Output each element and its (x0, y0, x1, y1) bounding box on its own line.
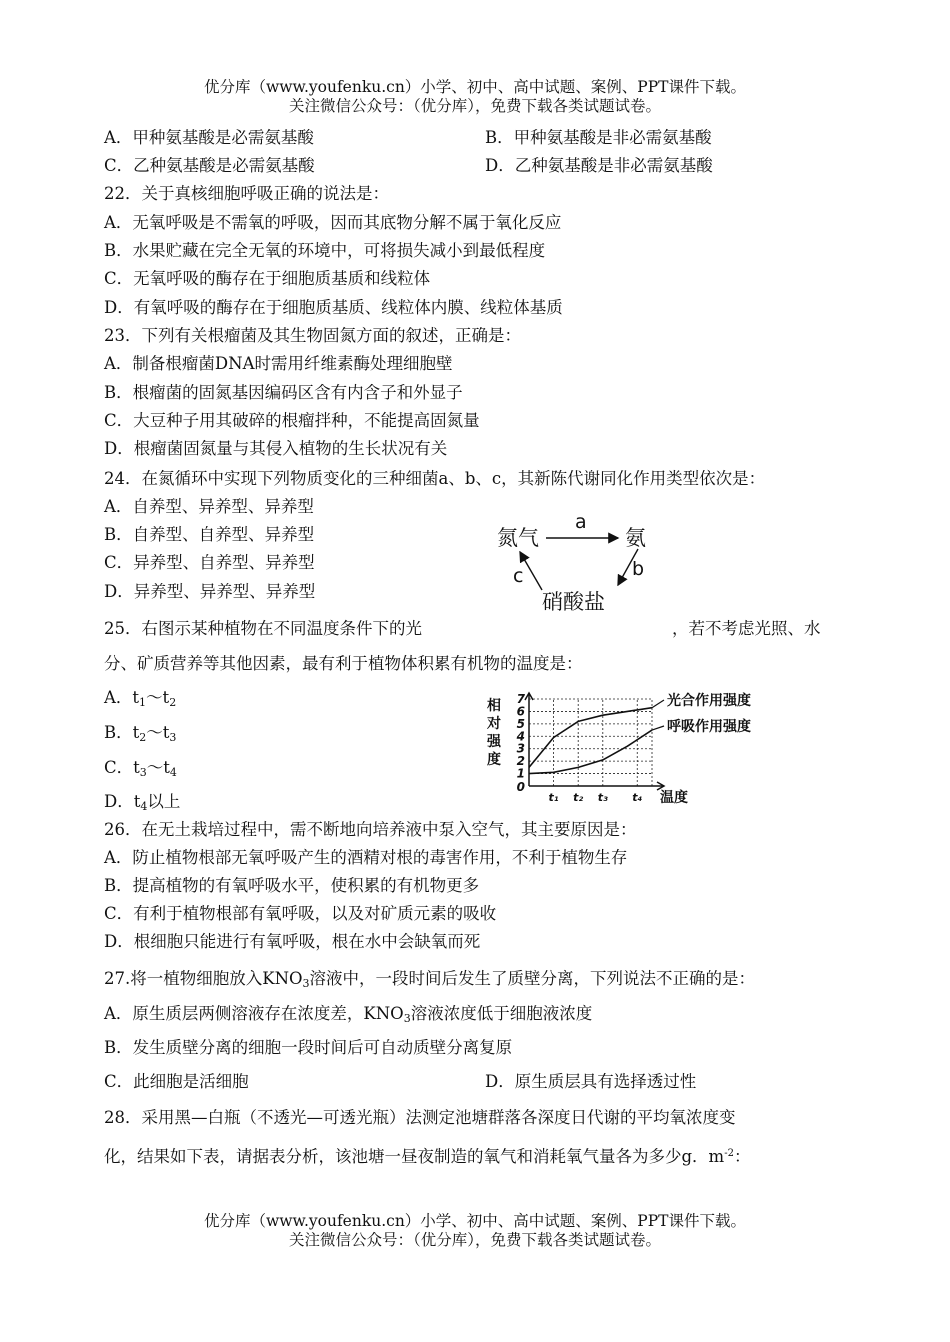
legend-label: 呼吸作用强度 (667, 719, 751, 735)
arrow-c-label: c (513, 565, 524, 587)
q22-option-a: A．无氧呼吸是不需氧的呼吸，因而其底物分解不属于氧化反应 (104, 213, 562, 232)
q26-option-c: C．有利于植物根部有氧呼吸，以及对矿质元素的吸收 (104, 904, 497, 923)
q25-option-b: B．$t_2\sim t_3$ (104, 723, 177, 744)
q21-option-a: A．甲种氨基酸是必需氨基酸 (104, 128, 314, 147)
y-tick-label: 1 (516, 766, 525, 781)
q23-option-d: D．根瘤菌固氮量与其侵入植物的生长状况有关 (104, 439, 448, 458)
q27-option-a: A．原生质层两侧溶液存在浓度差，$KNO_3$溶液浓度低于细胞液浓度 (104, 1004, 593, 1025)
q24-option-b: B．自养型、自养型、异养型 (104, 525, 315, 544)
q23-option-b: B．根瘤菌的固氮基因编码区含有内含子和外显子 (104, 383, 463, 402)
origin-label: 0 (516, 780, 525, 794)
q26-stem: 26．在无土栽培过程中，需不断地向培养液中泵入空气，其主要原因是： (104, 820, 637, 839)
page-footer-line-2: 关注微信公众号：（优分库），免费下载各类试题试卷。 (288, 1231, 661, 1249)
page-header-line-1: 优分库（www.youfenku.cn）小学、初中、高中试题、案例、PPT课件下载。 (203, 78, 747, 96)
y-axis-label: 相 (487, 698, 501, 714)
q27-option-b: B．发生质壁分离的细胞一段时间后可自动质壁分离复原 (104, 1038, 513, 1057)
q23-option-a: A．制备根瘤菌DNA时需用纤维素酶处理细胞壁 (104, 354, 453, 373)
q25-option-d: D．$t_4$以上 (104, 792, 181, 813)
q25-stem-start: 25．右图示某种植物在不同温度条件下的光 (104, 619, 422, 638)
q26-option-d: D．根细胞只能进行有氧呼吸，根在水中会缺氧而死 (104, 932, 481, 951)
q24-stem: 24．在氮循环中实现下列物质变化的三种细菌a、b、c，其新陈代谢同化作用类型依次是： (104, 469, 766, 488)
y-tick-label: 4 (516, 729, 525, 744)
nh3-label: 氨 (625, 526, 646, 550)
y-tick-label: 6 (516, 704, 525, 719)
q27-option-d: D．原生质层具有选择透过性 (485, 1072, 697, 1091)
q27-stem: 27.将一植物细胞放入$KNO_3$溶液中，一段时间后发生了质壁分离，下列说法不正确的是： (104, 969, 756, 990)
q22-option-b: B．水果贮藏在完全无氧的环境中，可将损失减小到最低程度 (104, 241, 546, 260)
q28-stem-line-2: 化，结果如下表，请据表分析，该池塘一昼夜制造的氧气和消耗氧气量各为多少g．$m^{-2}$： (104, 1147, 751, 1166)
q27-option-c: C．此细胞是活细胞 (104, 1072, 249, 1091)
nitrogen-cycle-diagram (490, 505, 670, 620)
x-tick-label: t₁ (548, 791, 559, 804)
y-tick-label: 2 (516, 754, 525, 769)
photosynthesis-respiration-chart (482, 685, 772, 810)
arrow-b-label: b (632, 558, 645, 580)
q22-option-c: C．无氧呼吸的酶存在于细胞质基质和线粒体 (104, 269, 431, 288)
page-header-line-2: 关注微信公众号：（优分库），免费下载各类试题试卷。 (288, 97, 661, 115)
y-axis-label: 对 (487, 716, 501, 732)
y-tick-label: 7 (516, 692, 525, 706)
q25-stem-line-2: 分、矿质营养等其他因素，最有利于植物体积累有机物的温度是： (104, 654, 583, 673)
y-tick-label: 3 (516, 741, 525, 756)
legend-leader (652, 700, 664, 708)
q21-option-d: D．乙种氨基酸是非必需氨基酸 (485, 156, 713, 175)
q25-stem-end: ，若不考虑光照、水 (672, 619, 821, 638)
q24-option-d: D．异养型、异养型、异养型 (104, 582, 316, 601)
q25-option-c: C．$t_3\sim t_4$ (104, 758, 177, 779)
arrow-a-label: a (575, 511, 587, 533)
q22-stem: 22．关于真核细胞呼吸正确的说法是： (104, 184, 389, 203)
legend-label: 光合作用强度 (667, 693, 751, 709)
y-axis-label: 度 (487, 752, 501, 768)
x-tick-label: t₃ (597, 791, 608, 804)
photosynthesis-curve (529, 708, 652, 768)
x-tick-label: t₂ (573, 791, 584, 804)
q26-option-b: B．提高植物的有氧呼吸水平，使积累的有机物更多 (104, 876, 480, 895)
q23-stem: 23．下列有关根瘤菌及其生物固氮方面的叙述，正确是： (104, 326, 521, 345)
q28-stem-line-1: 28．采用黑—白瓶（不透光—可透光瓶）法测定池塘群落各深度日代谢的平均氧浓度变 (104, 1108, 736, 1127)
q22-option-d: D．有氧呼吸的酶存在于细胞质基质、线粒体内膜、线粒体基质 (104, 298, 563, 317)
legend-leader (652, 726, 664, 730)
y-tick-label: 5 (516, 716, 525, 731)
q26-option-a: A．防止植物根部无氧呼吸产生的酒精对根的毒害作用，不利于植物生存 (104, 848, 628, 867)
n2-label: 氮气 (497, 526, 539, 550)
q25-option-a: A．$t_1\sim t_2$ (104, 688, 177, 709)
q21-option-c: C．乙种氨基酸是必需氨基酸 (104, 156, 315, 175)
q23-option-c: C．大豆种子用其破碎的根瘤拌种，不能提高固氮量 (104, 411, 480, 430)
nitrate-label: 硝酸盐 (542, 590, 605, 614)
page-footer-line-1: 优分库（www.youfenku.cn）小学、初中、高中试题、案例、PPT课件下载。 (203, 1212, 747, 1230)
q21-option-b: B．甲种氨基酸是非必需氨基酸 (485, 128, 712, 147)
q24-option-a: A．自养型、异养型、异养型 (104, 497, 314, 516)
x-axis-label: 温度 (660, 790, 688, 806)
q24-option-c: C．异养型、自养型、异养型 (104, 553, 315, 572)
x-tick-label: t₄ (632, 791, 643, 804)
y-axis-label: 强 (487, 734, 501, 750)
